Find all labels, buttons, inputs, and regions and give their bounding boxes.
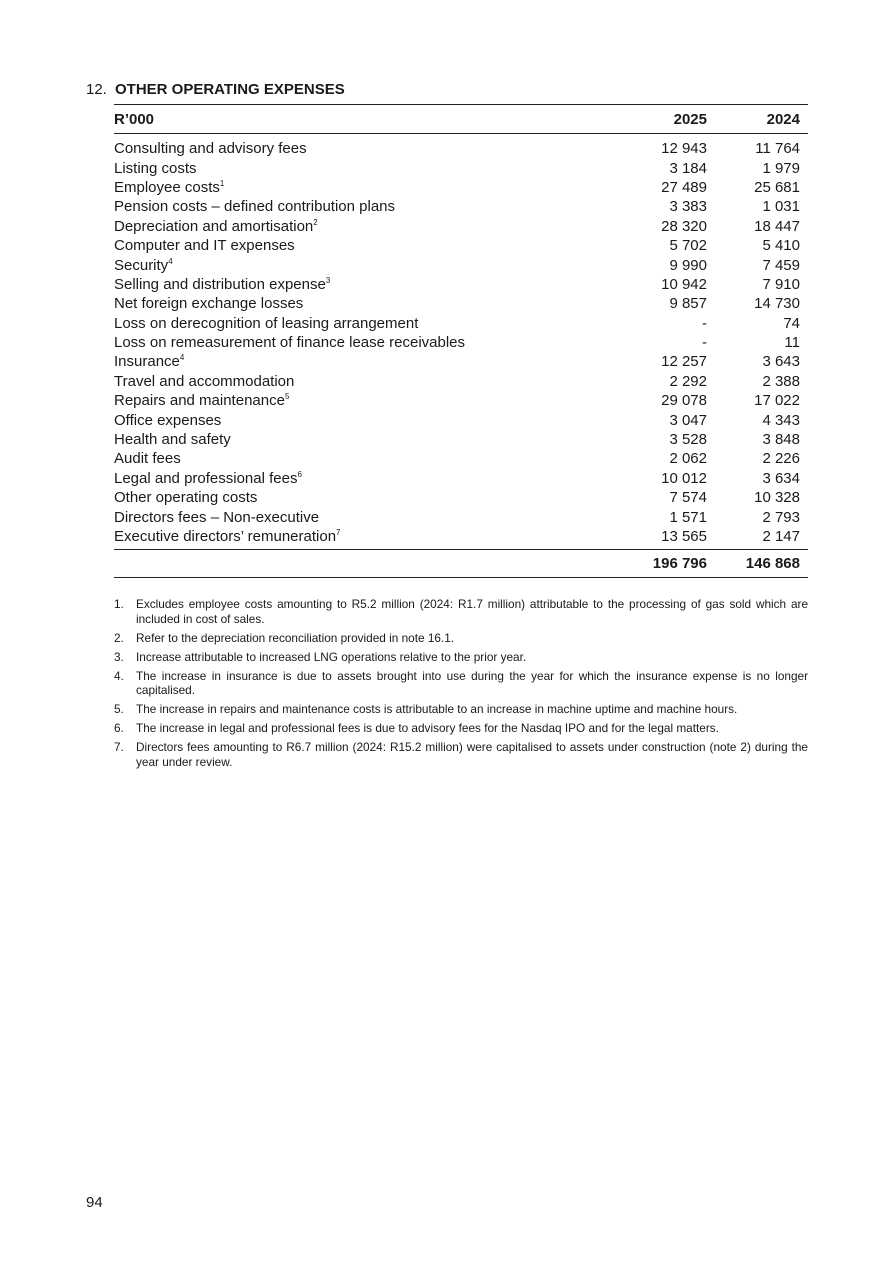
row-label xyxy=(114,314,587,333)
value-2024: 2 226 xyxy=(762,450,800,468)
row-label xyxy=(114,255,587,274)
row-label-text: Depreciation and amortisation xyxy=(114,217,314,235)
row-label xyxy=(114,391,587,410)
value-2025: 3 047 xyxy=(669,411,707,429)
table-header-row xyxy=(114,105,808,134)
page-number: 94 xyxy=(86,1194,103,1211)
footnote-ref: 7 xyxy=(336,528,341,537)
value-2025: 3 383 xyxy=(669,198,707,216)
row-label-text: Listing costs xyxy=(114,159,197,177)
header-2025: 2025 xyxy=(673,110,707,128)
table-row xyxy=(114,197,808,216)
footnote-number: 4. xyxy=(114,668,124,683)
table-row xyxy=(114,430,808,449)
value-2024: 1 979 xyxy=(762,159,800,177)
table-row xyxy=(114,314,808,333)
footnote-text: The increase in repairs and maintenance costs is attributable to an increase in machine uptime and machine hours. xyxy=(136,702,738,716)
row-label-text: Directors fees – Non-executive xyxy=(114,508,320,526)
value-2025: 29 078 xyxy=(661,392,707,410)
footnote-text: Refer to the depreciation reconciliation provided in note 16.1. xyxy=(136,630,455,645)
table-body xyxy=(114,134,808,550)
row-label-text: Computer and IT expenses xyxy=(114,237,295,255)
footnote-ref: 6 xyxy=(297,469,302,479)
table-row xyxy=(114,391,808,410)
table-row xyxy=(114,488,808,507)
row-label xyxy=(114,275,587,294)
row-label-text: Insurance xyxy=(114,353,180,371)
value-2025: 1 571 xyxy=(669,508,707,526)
footnote-text: The increase in legal and professional fees is due to advisory fees for the Nasdaq IPO and for the legal matters. xyxy=(136,721,719,735)
value-2025: 28 320 xyxy=(661,217,707,235)
row-label-text: Health and safety xyxy=(114,431,231,449)
table-row xyxy=(114,352,808,371)
row-label xyxy=(114,527,587,550)
value-2025: 7 574 xyxy=(669,489,707,507)
row-label xyxy=(114,507,587,526)
row-label-text: Pension costs – defined contribution plans xyxy=(114,198,396,216)
value-2024: 1 031 xyxy=(762,198,800,216)
value-2024: 3 634 xyxy=(762,469,800,487)
value-2024: 10 328 xyxy=(754,489,800,507)
row-label xyxy=(114,352,587,371)
row-label-text: Audit fees xyxy=(114,450,181,468)
header-unit: R’000 xyxy=(114,110,155,128)
value-2024: 17 022 xyxy=(754,392,800,410)
row-label-text: Loss on remeasurement of finance lease receivables xyxy=(114,334,466,352)
row-label-text: Other operating costs xyxy=(114,489,258,507)
value-2025: - xyxy=(702,314,707,332)
value-2025: 12 257 xyxy=(661,353,707,371)
section-number: 12. xyxy=(86,81,107,98)
value-2024: 4 343 xyxy=(762,411,800,429)
table-row xyxy=(114,158,808,177)
table-row xyxy=(114,333,808,352)
row-label xyxy=(114,236,587,255)
footnote xyxy=(114,669,808,698)
value-2024: 3 848 xyxy=(762,431,800,449)
value-2024: 25 681 xyxy=(754,178,800,196)
footnote-text: Excludes employee costs amounting to R5.2 million (2024: R1.7 million) attributable to the processing of gas sold which are included in cost of sales. xyxy=(136,597,808,626)
value-2024: 2 147 xyxy=(762,528,800,545)
value-2025: 10 942 xyxy=(661,275,707,293)
footnote-ref: 4 xyxy=(179,353,185,363)
footnote xyxy=(114,740,808,769)
value-2024: 2 793 xyxy=(762,508,800,526)
footnote-ref: 3 xyxy=(325,275,331,285)
section-heading xyxy=(86,81,345,98)
row-label xyxy=(114,197,587,216)
value-2024: 18 447 xyxy=(754,217,800,235)
table-row xyxy=(114,410,808,429)
value-2024: 7 910 xyxy=(762,275,800,293)
footnote-text: Increase attributable to increased LNG operations relative to the prior year. xyxy=(136,649,527,664)
footnotes xyxy=(114,597,808,774)
footnote-text: The increase in insurance is due to assets brought into use during the year for which the insurance expense is no longer capitalised. xyxy=(136,668,808,697)
value-2024: 2 388 xyxy=(762,372,800,390)
footnote xyxy=(114,650,808,665)
row-label-text: Executive directors’ remuneration xyxy=(114,528,337,545)
table-row xyxy=(114,507,808,526)
row-label xyxy=(114,178,587,197)
value-2025: 10 012 xyxy=(661,469,707,487)
value-2025: 2 062 xyxy=(669,450,707,468)
table-row xyxy=(114,372,808,391)
row-label xyxy=(114,430,587,449)
table-row xyxy=(114,236,808,255)
row-label xyxy=(114,410,587,429)
footnote-ref: 2 xyxy=(313,217,318,227)
table-row xyxy=(114,275,808,294)
row-label xyxy=(114,134,587,159)
footnote-ref: 5 xyxy=(284,392,290,402)
table-row xyxy=(114,134,808,159)
value-2025: 9 990 xyxy=(669,256,707,274)
value-2024: 3 643 xyxy=(762,353,800,371)
footnote-number: 2. xyxy=(114,630,124,645)
row-label-text: Consulting and advisory fees xyxy=(114,140,307,158)
row-label-text: Travel and accommodation xyxy=(114,372,295,390)
row-label xyxy=(114,469,587,488)
row-label-text: Net foreign exchange losses xyxy=(114,295,304,313)
row-label-text: Loss on derecognition of leasing arrangement xyxy=(114,314,419,332)
total-2025: 196 796 xyxy=(652,555,707,573)
row-label xyxy=(114,488,587,507)
table-row xyxy=(114,294,808,313)
value-2025: 12 943 xyxy=(661,140,707,158)
value-2025: - xyxy=(702,334,707,352)
row-label-text: Repairs and maintenance xyxy=(114,392,285,410)
section-title: OTHER OPERATING EXPENSES xyxy=(115,81,345,98)
value-2025: 3 528 xyxy=(669,431,707,449)
total-label xyxy=(114,550,587,578)
value-2025: 3 184 xyxy=(669,159,707,177)
value-2025: 9 857 xyxy=(669,295,707,313)
footnote xyxy=(114,721,808,736)
row-label xyxy=(114,449,587,468)
footnote-number: 5. xyxy=(114,702,124,716)
footnote-ref: 4 xyxy=(168,256,173,266)
footnote xyxy=(114,702,808,717)
value-2024: 74 xyxy=(783,314,800,332)
table-row xyxy=(114,255,808,274)
footnote-number: 6. xyxy=(114,721,124,735)
row-label-text: Selling and distribution expense xyxy=(114,275,326,293)
footnote xyxy=(114,597,808,626)
row-label xyxy=(114,294,587,313)
row-label xyxy=(114,372,587,391)
footnote-number: 1. xyxy=(114,597,124,611)
footnote-text: Directors fees amounting to R6.7 million (2024: R15.2 million) were capitalised to assets under construction (note 2) during the year under review. xyxy=(136,740,808,769)
header-2024: 2024 xyxy=(766,110,800,128)
value-2025: 27 489 xyxy=(661,178,707,196)
footnote-number: 7. xyxy=(114,740,124,754)
value-2025: 5 702 xyxy=(669,237,707,255)
value-2024: 11 764 xyxy=(755,140,800,158)
row-label-text: Office expenses xyxy=(114,411,222,429)
table-row xyxy=(114,178,808,197)
footnote-number: 3. xyxy=(114,649,124,664)
table-row xyxy=(114,217,808,236)
total-2024: 146 868 xyxy=(745,555,800,573)
row-label-text: Employee costs xyxy=(114,178,220,196)
table-row xyxy=(114,469,808,488)
value-2024: 11 xyxy=(784,334,800,352)
row-label xyxy=(114,217,587,236)
row-label-text: Legal and professional fees xyxy=(114,469,298,487)
value-2024: 7 459 xyxy=(762,256,800,274)
value-2025: 13 565 xyxy=(661,528,707,545)
row-label-text: Security xyxy=(114,256,169,274)
table-row xyxy=(114,449,808,468)
table-row xyxy=(114,527,808,550)
row-label xyxy=(114,333,587,352)
value-2024: 5 410 xyxy=(762,237,800,255)
value-2025: 2 292 xyxy=(669,372,707,390)
footnote xyxy=(114,631,808,646)
row-label xyxy=(114,158,587,177)
footnote-ref: 1 xyxy=(219,178,225,188)
expenses-table xyxy=(114,104,808,578)
total-row xyxy=(114,550,808,578)
value-2024: 14 730 xyxy=(754,295,800,313)
